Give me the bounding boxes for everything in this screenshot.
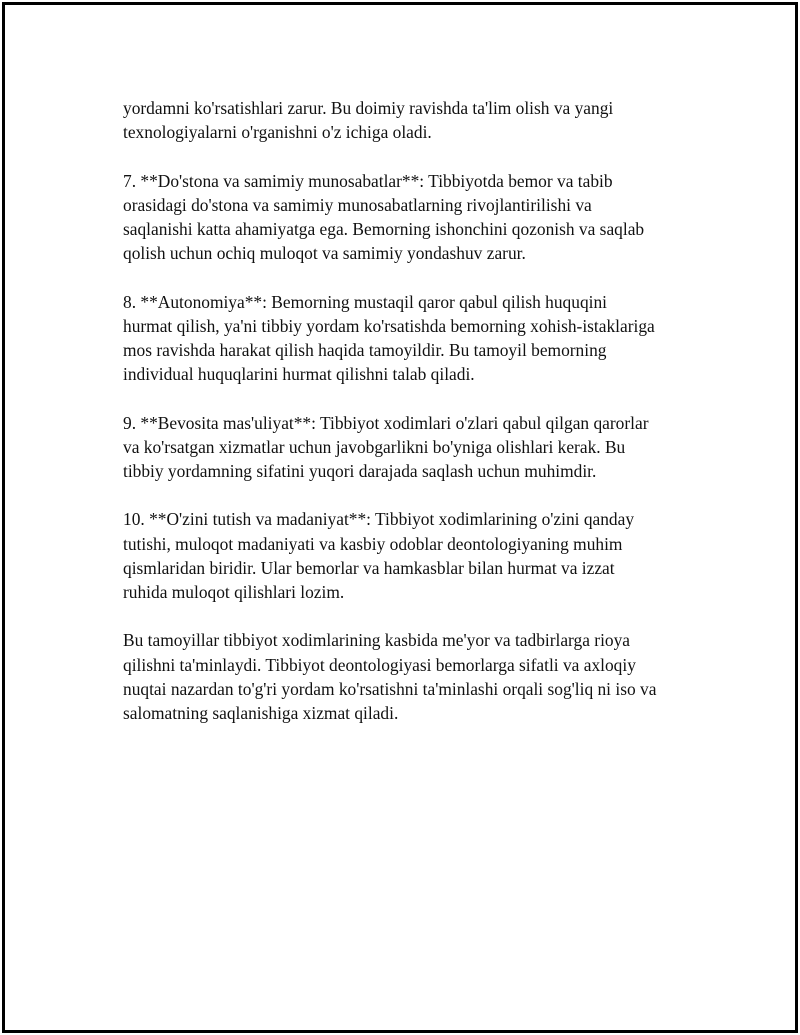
text-line: yordamni ko'rsatishlari zarur. Bu doimiy ravishda ta'lim olish va yangi — [123, 98, 614, 118]
text-line: 9. **Bevosita mas'uliyat**: Tibbiyot xodimlari o'zlari qabul qilgan qarorlar — [123, 412, 649, 433]
text-line: individual huquqlarini hurmat qilishni talab qiladi. — [123, 364, 475, 385]
paragraph-item-8 — [123, 290, 723, 387]
text-line: ruhida muloqot qilishlari lozim. — [123, 582, 345, 602]
text-line: Bu tamoyillar tibbiyot xodimlarining kasbida me'yor va tadbirlarga rioya — [123, 630, 631, 651]
paragraph-item-7 — [123, 169, 723, 266]
text-line: qilishni ta'minlaydi. Tibbiyot deontologiyasi bemorlarga sifatli va axloqiy — [123, 654, 636, 675]
text-line: tibbiy yordamning sifatini yuqori darajada saqlash uchun muhimdir. — [123, 461, 597, 481]
text-line: mos ravishda harakat qilish haqida tamoyildir. Bu tamoyil bemorning — [123, 340, 607, 360]
paragraph-item-9 — [123, 411, 723, 484]
text-line: 8. **Autonomiya**: Bemorning mustaqil qaror qabul qilish huquqini — [123, 291, 607, 312]
text-line: 10. **O'zini tutish va madaniyat**: Tibbiyot xodimlarining o'zini qanday — [123, 509, 635, 530]
text-line: salomatning saqlanishiga xizmat qiladi. — [123, 703, 399, 723]
paragraph-conclusion — [123, 628, 723, 725]
text-line: qolish uchun ochiq muloqot va samimiy yondashuv zarur. — [123, 243, 526, 264]
text-line: va ko'rsatgan xizmatlar uchun javobgarlikni bo'yniga olishlari kerak. Bu — [123, 436, 626, 457]
text-line: 7. **Do'stona va samimiy munosabatlar**: Tibbiyotda bemor va tabib — [123, 170, 613, 191]
text-line: qismlaridan biridir. Ular bemorlar va hamkasblar bilan hurmat va izzat — [123, 557, 615, 578]
text-line: texnologiyalarni o'rganishni o'z ichiga oladi. — [123, 122, 432, 143]
paragraph-continuation — [123, 96, 723, 144]
paragraph-item-10 — [123, 507, 723, 604]
text-line: orasidagi do'stona va samimiy munosabatlarning rivojlantirilishi va — [123, 194, 592, 215]
document-body — [123, 96, 723, 749]
text-line: hurmat qilish, ya'ni tibbiy yordam ko'rsatishda bemorning xohish-istaklariga — [123, 315, 655, 336]
text-line: nuqtai nazardan to'g'ri yordam ko'rsatishni ta'minlashi orqali sog'liq ni iso va — [123, 678, 657, 699]
text-line: tutishi, muloqot madaniyati va kasbiy odoblar deontologiyaning muhim — [123, 533, 623, 554]
page-frame — [2, 2, 798, 1033]
text-line: saqlanishi katta ahamiyatga ega. Bemorning ishonchini qozonish va saqlab — [123, 219, 645, 239]
